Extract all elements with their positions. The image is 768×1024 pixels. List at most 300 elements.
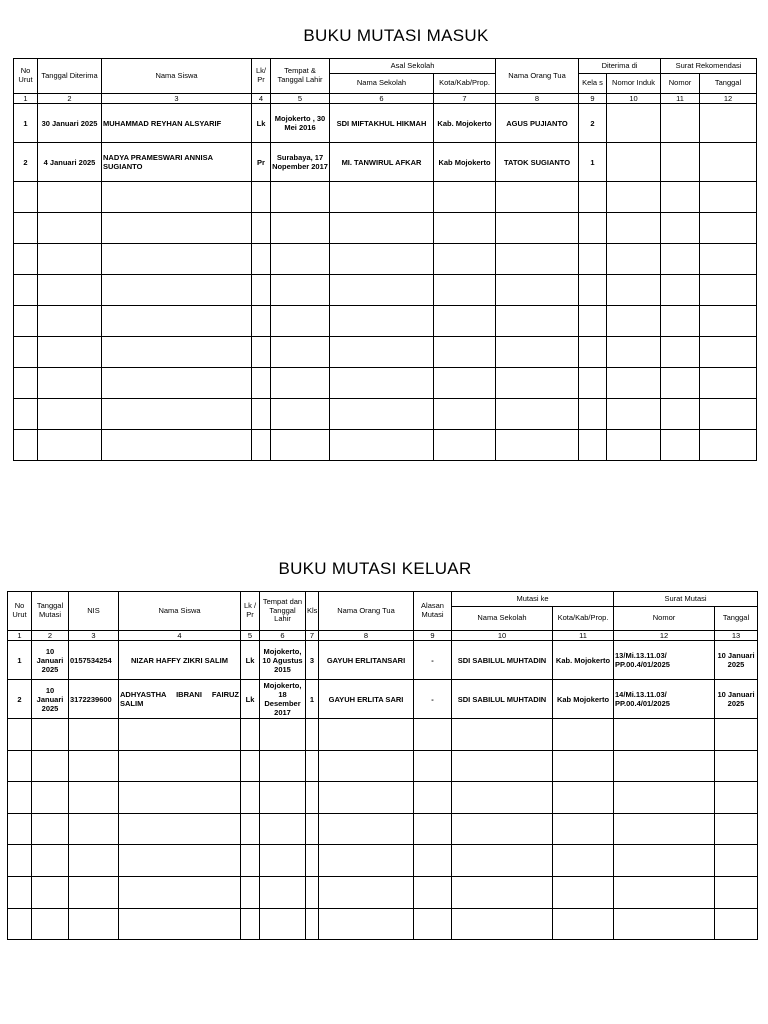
empty-cell xyxy=(434,244,496,275)
empty-cell xyxy=(271,244,330,275)
cell-lk-pr: Pr xyxy=(252,143,271,182)
column-number-row xyxy=(8,631,758,641)
empty-cell xyxy=(330,306,434,337)
header-kelas: Kela s xyxy=(579,74,607,94)
empty-cell xyxy=(496,213,579,244)
empty-cell xyxy=(32,908,69,940)
empty-cell xyxy=(271,306,330,337)
empty-cell xyxy=(38,337,102,368)
empty-cell xyxy=(38,368,102,399)
empty-table-row xyxy=(14,430,757,461)
header-nomor-induk: Nomor Induk xyxy=(607,74,661,94)
header-nama-orang-tua: Nama Orang Tua xyxy=(496,59,579,94)
empty-cell xyxy=(252,399,271,430)
cell-surat-nomor xyxy=(661,104,700,143)
column-number: 3 xyxy=(102,94,252,104)
header-nama-siswa: Nama Siswa xyxy=(119,592,241,631)
header-nama-siswa: Nama Siswa xyxy=(102,59,252,94)
header-nis: NIS xyxy=(69,592,119,631)
empty-table-row xyxy=(14,182,757,213)
header-mutasi-kota: Kota/Kab/Prop. xyxy=(553,607,614,631)
empty-cell xyxy=(306,750,319,782)
cell-kls: 1 xyxy=(306,680,319,719)
empty-table-row xyxy=(8,876,758,908)
empty-cell xyxy=(414,845,452,877)
empty-cell xyxy=(614,782,715,814)
cell-lk-pr: Lk xyxy=(241,680,260,719)
empty-cell xyxy=(14,213,38,244)
empty-cell xyxy=(452,908,553,940)
empty-cell xyxy=(661,399,700,430)
header-surat-tanggal: Tanggal xyxy=(700,74,757,94)
cell-kota: Kab. Mojokerto xyxy=(553,641,614,680)
empty-cell xyxy=(38,213,102,244)
cell-orang-tua: AGUS PUJIANTO xyxy=(496,104,579,143)
cell-surat-tanggal: 10 Januari 2025 xyxy=(715,641,758,680)
empty-cell xyxy=(102,182,252,213)
empty-cell xyxy=(715,908,758,940)
empty-cell xyxy=(452,876,553,908)
header-mutasi-ke: Mutasi ke xyxy=(452,592,614,607)
header-surat-mutasi: Surat Mutasi xyxy=(614,592,758,607)
table-row xyxy=(14,104,757,143)
empty-cell xyxy=(579,182,607,213)
empty-cell xyxy=(119,782,241,814)
empty-cell xyxy=(252,368,271,399)
header-tempat-tanggal-lahir: Tempat & Tanggal Lahir xyxy=(271,59,330,94)
empty-cell xyxy=(271,399,330,430)
empty-cell xyxy=(271,430,330,461)
header-alasan-mutasi: Alasan Mutasi xyxy=(414,592,452,631)
cell-ttl: Mojokerto , 30 Mei 2016 xyxy=(271,104,330,143)
empty-cell xyxy=(330,244,434,275)
empty-cell xyxy=(434,430,496,461)
table-row xyxy=(8,680,758,719)
empty-cell xyxy=(14,368,38,399)
empty-cell xyxy=(607,430,661,461)
cell-nama-sekolah: SDI MIFTAKHUL HIKMAH xyxy=(330,104,434,143)
empty-cell xyxy=(414,782,452,814)
empty-cell xyxy=(252,430,271,461)
empty-cell xyxy=(319,876,414,908)
empty-cell xyxy=(32,845,69,877)
empty-cell xyxy=(260,908,306,940)
header-lk-pr: Lk / Pr xyxy=(241,592,260,631)
empty-cell xyxy=(260,813,306,845)
empty-cell xyxy=(69,719,119,751)
column-number: 9 xyxy=(414,631,452,641)
empty-cell xyxy=(306,719,319,751)
empty-cell xyxy=(715,719,758,751)
empty-cell xyxy=(496,337,579,368)
column-number: 6 xyxy=(260,631,306,641)
cell-ttl: Mojokerto, 18 Desember 2017 xyxy=(260,680,306,719)
cell-alasan: - xyxy=(414,641,452,680)
empty-cell xyxy=(32,876,69,908)
empty-cell xyxy=(434,306,496,337)
empty-cell xyxy=(330,275,434,306)
empty-cell xyxy=(241,908,260,940)
empty-cell xyxy=(607,182,661,213)
cell-kota: Kab Mojokerto xyxy=(434,143,496,182)
header-surat-nomor: Nomor xyxy=(661,74,700,94)
cell-nama-sekolah: SDI SABILUL MUHTADIN xyxy=(452,680,553,719)
cell-kota: Kab. Mojokerto xyxy=(434,104,496,143)
empty-cell xyxy=(715,782,758,814)
empty-cell xyxy=(614,845,715,877)
empty-cell xyxy=(119,813,241,845)
empty-cell xyxy=(102,337,252,368)
empty-cell xyxy=(8,719,32,751)
column-number-row xyxy=(14,94,757,104)
empty-cell xyxy=(306,876,319,908)
empty-cell xyxy=(119,876,241,908)
header-no-urut: No Urut xyxy=(8,592,32,631)
empty-cell xyxy=(330,213,434,244)
empty-table-row xyxy=(8,782,758,814)
empty-cell xyxy=(8,813,32,845)
empty-cell xyxy=(252,213,271,244)
table-row xyxy=(8,641,758,680)
empty-cell xyxy=(607,368,661,399)
cell-tanggal: 10 Januari 2025 xyxy=(32,641,69,680)
empty-cell xyxy=(38,275,102,306)
empty-cell xyxy=(434,213,496,244)
empty-cell xyxy=(271,337,330,368)
empty-rows-keluar xyxy=(8,719,758,940)
empty-cell xyxy=(452,813,553,845)
empty-cell xyxy=(260,876,306,908)
empty-cell xyxy=(319,845,414,877)
empty-cell xyxy=(271,368,330,399)
empty-cell xyxy=(700,337,757,368)
empty-table-row xyxy=(8,813,758,845)
header-diterima-di: Diterima di xyxy=(579,59,661,74)
empty-cell xyxy=(414,813,452,845)
empty-cell xyxy=(700,368,757,399)
empty-cell xyxy=(452,750,553,782)
cell-alasan: - xyxy=(414,680,452,719)
empty-cell xyxy=(69,845,119,877)
empty-cell xyxy=(579,306,607,337)
empty-cell xyxy=(579,430,607,461)
empty-cell xyxy=(69,750,119,782)
empty-cell xyxy=(38,430,102,461)
empty-cell xyxy=(14,275,38,306)
empty-cell xyxy=(319,750,414,782)
empty-cell xyxy=(102,399,252,430)
cell-nis: 0157534254 xyxy=(69,641,119,680)
cell-orang-tua: GAYUH ERLITANSARI xyxy=(319,641,414,680)
column-number: 4 xyxy=(119,631,241,641)
cell-nama-sekolah: SDI SABILUL MUHTADIN xyxy=(452,641,553,680)
empty-cell xyxy=(553,750,614,782)
empty-cell xyxy=(102,430,252,461)
empty-cell xyxy=(306,813,319,845)
empty-cell xyxy=(241,750,260,782)
header-surat-tanggal: Tanggal xyxy=(715,607,758,631)
empty-cell xyxy=(700,213,757,244)
empty-cell xyxy=(32,750,69,782)
column-number: 7 xyxy=(434,94,496,104)
empty-cell xyxy=(452,719,553,751)
cell-no: 1 xyxy=(8,641,32,680)
empty-cell xyxy=(306,845,319,877)
empty-cell xyxy=(271,275,330,306)
empty-cell xyxy=(319,908,414,940)
empty-cell xyxy=(700,399,757,430)
header-mutasi-nama-sekolah: Nama Sekolah xyxy=(452,607,553,631)
empty-cell xyxy=(715,750,758,782)
empty-cell xyxy=(661,306,700,337)
cell-nomor-induk xyxy=(607,104,661,143)
empty-cell xyxy=(330,182,434,213)
column-number: 5 xyxy=(271,94,330,104)
empty-cell xyxy=(434,275,496,306)
empty-cell xyxy=(553,845,614,877)
empty-cell xyxy=(614,908,715,940)
empty-cell xyxy=(330,399,434,430)
empty-table-row xyxy=(14,244,757,275)
empty-cell xyxy=(614,876,715,908)
column-number: 8 xyxy=(496,94,579,104)
empty-table-row xyxy=(8,908,758,940)
cell-orang-tua: GAYUH ERLITA SARI xyxy=(319,680,414,719)
empty-cell xyxy=(607,213,661,244)
empty-table-row xyxy=(14,275,757,306)
empty-cell xyxy=(496,399,579,430)
empty-cell xyxy=(69,813,119,845)
empty-table-row xyxy=(8,719,758,751)
empty-cell xyxy=(715,876,758,908)
cell-nama-siswa: NIZAR HAFFY ZIKRI SALIM xyxy=(119,641,241,680)
empty-cell xyxy=(579,368,607,399)
empty-cell xyxy=(319,719,414,751)
column-number: 3 xyxy=(69,631,119,641)
empty-cell xyxy=(14,182,38,213)
cell-surat-nomor: 14/Mi.13.11.03/ PP.00.4/01/2025 xyxy=(614,680,715,719)
empty-cell xyxy=(102,213,252,244)
empty-cell xyxy=(14,399,38,430)
empty-cell xyxy=(252,306,271,337)
empty-cell xyxy=(102,368,252,399)
cell-surat-tanggal xyxy=(700,104,757,143)
empty-cell xyxy=(700,430,757,461)
empty-cell xyxy=(8,908,32,940)
cell-no: 2 xyxy=(14,143,38,182)
column-number: 13 xyxy=(715,631,758,641)
empty-cell xyxy=(241,845,260,877)
empty-cell xyxy=(38,306,102,337)
empty-cell xyxy=(700,275,757,306)
cell-surat-nomor: 13/Mi.13.11.03/ PP.00.4/01/2025 xyxy=(614,641,715,680)
empty-cell xyxy=(553,908,614,940)
cell-tanggal: 4 Januari 2025 xyxy=(38,143,102,182)
empty-cell xyxy=(119,719,241,751)
header-asal-kota: Kota/Kab/Prop. xyxy=(434,74,496,94)
empty-cell xyxy=(496,368,579,399)
empty-cell xyxy=(102,275,252,306)
cell-kls: 3 xyxy=(306,641,319,680)
header-no-urut: No Urut xyxy=(14,59,38,94)
empty-cell xyxy=(102,306,252,337)
empty-cell xyxy=(252,337,271,368)
empty-cell xyxy=(8,750,32,782)
empty-cell xyxy=(607,275,661,306)
empty-cell xyxy=(38,182,102,213)
empty-cell xyxy=(579,244,607,275)
column-number: 5 xyxy=(241,631,260,641)
empty-cell xyxy=(102,244,252,275)
cell-nis: 3172239600 xyxy=(69,680,119,719)
cell-tanggal: 10 Januari 2025 xyxy=(32,680,69,719)
empty-cell xyxy=(496,182,579,213)
empty-cell xyxy=(553,876,614,908)
column-number: 10 xyxy=(452,631,553,641)
empty-cell xyxy=(579,337,607,368)
empty-cell xyxy=(414,719,452,751)
empty-table-row xyxy=(8,845,758,877)
header-asal-nama-sekolah: Nama Sekolah xyxy=(330,74,434,94)
empty-table-row xyxy=(8,750,758,782)
header-tanggal-mutasi: Tanggal Mutasi xyxy=(32,592,69,631)
empty-cell xyxy=(414,876,452,908)
column-number: 6 xyxy=(330,94,434,104)
cell-no: 1 xyxy=(14,104,38,143)
cell-ttl: Mojokerto, 10 Agustus 2015 xyxy=(260,641,306,680)
cell-nama-sekolah: MI. TANWIRUL AFKAR xyxy=(330,143,434,182)
empty-rows-masuk xyxy=(14,182,757,461)
title-mutasi-keluar: BUKU MUTASI KELUAR xyxy=(278,559,472,578)
empty-cell xyxy=(241,719,260,751)
empty-cell xyxy=(260,845,306,877)
header-lk-pr: Lk/ Pr xyxy=(252,59,271,94)
cell-lk-pr: Lk xyxy=(252,104,271,143)
cell-surat-nomor xyxy=(661,143,700,182)
empty-cell xyxy=(614,813,715,845)
empty-cell xyxy=(119,845,241,877)
column-number: 1 xyxy=(14,94,38,104)
empty-cell xyxy=(614,750,715,782)
header-asal-sekolah: Asal Sekolah xyxy=(330,59,496,74)
empty-cell xyxy=(8,876,32,908)
empty-cell xyxy=(306,782,319,814)
empty-cell xyxy=(715,845,758,877)
empty-cell xyxy=(452,782,553,814)
cell-nama-siswa: MUHAMMAD REYHAN ALSYARIF xyxy=(102,104,252,143)
empty-cell xyxy=(496,275,579,306)
empty-table-row xyxy=(14,368,757,399)
empty-cell xyxy=(241,876,260,908)
empty-cell xyxy=(452,845,553,877)
empty-cell xyxy=(496,306,579,337)
empty-cell xyxy=(607,306,661,337)
empty-cell xyxy=(330,337,434,368)
column-number: 9 xyxy=(579,94,607,104)
cell-nomor-induk xyxy=(607,143,661,182)
empty-cell xyxy=(14,306,38,337)
empty-cell xyxy=(119,750,241,782)
empty-cell xyxy=(14,430,38,461)
empty-table-row xyxy=(14,213,757,244)
cell-lk-pr: Lk xyxy=(241,641,260,680)
cell-ttl: Surabaya, 17 Nopember 2017 xyxy=(271,143,330,182)
cell-tanggal: 30 Januari 2025 xyxy=(38,104,102,143)
column-number: 2 xyxy=(38,94,102,104)
empty-cell xyxy=(607,244,661,275)
empty-cell xyxy=(661,182,700,213)
empty-cell xyxy=(496,244,579,275)
empty-cell xyxy=(496,430,579,461)
title-mutasi-masuk: BUKU MUTASI MASUK xyxy=(303,26,489,45)
table-row xyxy=(14,143,757,182)
empty-cell xyxy=(32,719,69,751)
column-number: 12 xyxy=(700,94,757,104)
empty-cell xyxy=(319,813,414,845)
empty-cell xyxy=(579,213,607,244)
empty-cell xyxy=(252,244,271,275)
empty-cell xyxy=(661,430,700,461)
column-number: 11 xyxy=(661,94,700,104)
empty-cell xyxy=(38,244,102,275)
table-mutasi-masuk xyxy=(13,58,757,461)
header-surat-rekomendasi: Surat Rekomendasi xyxy=(661,59,757,74)
empty-table-row xyxy=(14,399,757,430)
empty-cell xyxy=(306,908,319,940)
empty-cell xyxy=(252,275,271,306)
table-mutasi-keluar xyxy=(7,591,758,940)
empty-cell xyxy=(700,306,757,337)
empty-cell xyxy=(579,275,607,306)
empty-cell xyxy=(271,213,330,244)
cell-nama-siswa: NADYA PRAMESWARI ANNISA SUGIANTO xyxy=(102,143,252,182)
empty-cell xyxy=(14,337,38,368)
header-tempat-tanggal-lahir: Tempat dan Tanggal Lahir xyxy=(260,592,306,631)
header-kls: Kls xyxy=(306,592,319,631)
column-number: 10 xyxy=(607,94,661,104)
empty-cell xyxy=(434,182,496,213)
empty-cell xyxy=(241,813,260,845)
empty-cell xyxy=(8,782,32,814)
empty-cell xyxy=(271,182,330,213)
column-number: 7 xyxy=(306,631,319,641)
cell-nama-siswa: ADHYASTHA IBRANI FAIRUZ SALIM xyxy=(119,680,241,719)
empty-cell xyxy=(252,182,271,213)
empty-table-row xyxy=(14,306,757,337)
empty-cell xyxy=(260,719,306,751)
empty-cell xyxy=(607,337,661,368)
column-number: 8 xyxy=(319,631,414,641)
empty-cell xyxy=(330,368,434,399)
empty-cell xyxy=(700,182,757,213)
empty-cell xyxy=(700,244,757,275)
empty-cell xyxy=(661,244,700,275)
cell-kelas: 2 xyxy=(579,104,607,143)
empty-cell xyxy=(661,275,700,306)
column-number: 4 xyxy=(252,94,271,104)
column-number: 1 xyxy=(8,631,32,641)
empty-cell xyxy=(614,719,715,751)
empty-cell xyxy=(553,719,614,751)
empty-cell xyxy=(553,782,614,814)
cell-no: 2 xyxy=(8,680,32,719)
empty-cell xyxy=(434,399,496,430)
empty-cell xyxy=(661,213,700,244)
empty-cell xyxy=(661,337,700,368)
cell-surat-tanggal xyxy=(700,143,757,182)
header-nama-orang-tua: Nama Orang Tua xyxy=(319,592,414,631)
empty-cell xyxy=(607,399,661,430)
